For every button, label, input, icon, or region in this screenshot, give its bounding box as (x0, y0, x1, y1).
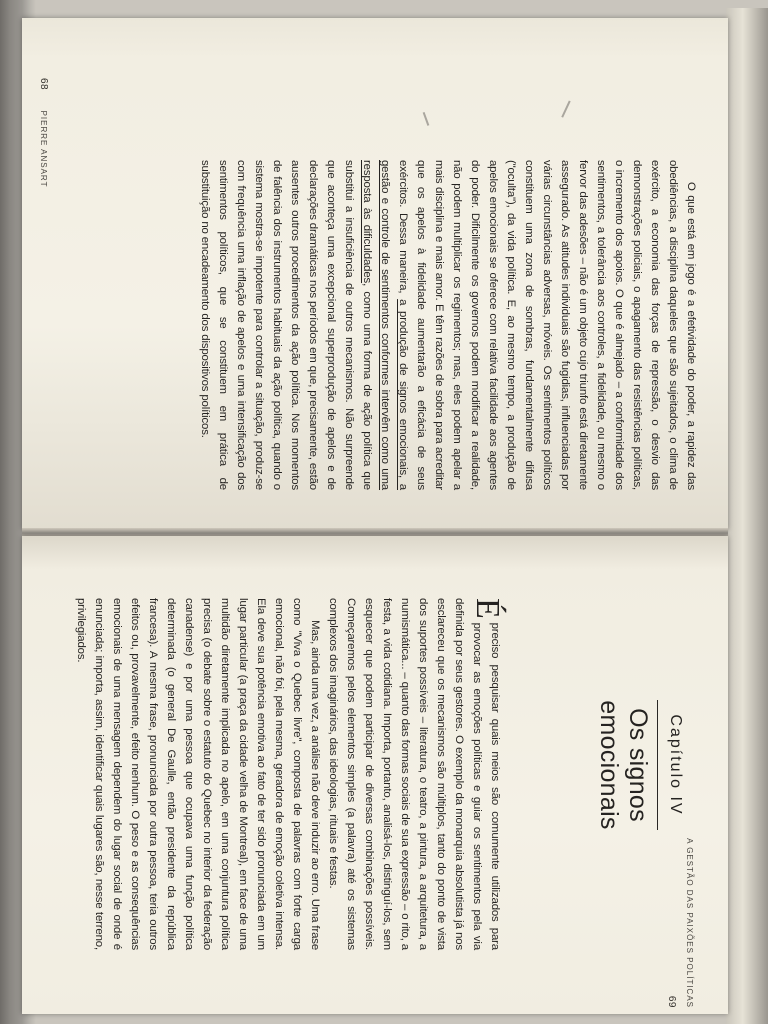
paragraph: Mas, ainda uma vez, a análise não deve induzir ao erro. Uma frase como "Viva o Quebec livre", composta de palavras com forte carga emocional, não foi, pela mesma, geradora de emoção coletiva intensa. Ela deve sua potência emotiva ao fato de ter sido pronunciada em um lugar particular (a praça da cidade velha de Montreal), em face de uma multidão diretamente implicada no apelo, em uma conjuntura política precisa (o debate sobre o estatuto do Quebec no interior da federação canadense) e por uma pessoa que ocupava uma função política determinada (o general De Gaulle, então presidente da república francesa). A mesma frase, pronunciada por outra pessoa, teria outros efeitos ou, provavelmente, efeito nenhum. O peso e as consequências emocionais de uma mensagem dependem do lugar social de onde é enunciada; importa, assim, identificar quais lugares são, nesse terreno, privilegiados. (75, 598, 321, 950)
running-head: PIERRE ANSART (39, 110, 48, 188)
page-number: 68 (38, 78, 49, 91)
text-segment: O que está em jogo é a efetividade do poder, a rapidez das obediências, a disciplina daqueles que são sujeitados, o clima de exército, a economia das forças de repressão, o desvio das demonstrações policiais, o apagamento das resistências políticas, o incremento dos apoios. O que é almejado – a conformidade dos sentimentos, a tolerância aos controles, a fidelidade, ou mesmo o fervor das adesões – não é um objeto cujo triunfo está diretamente assegurado. As atitudes individuais são fugidias, influenciadas por várias circunstâncias adversas, móveis. Os sentimentos políticos constituem uma zona de sombras, fundamentalmente difusa ("oculta"), da vida política. E, ao mesmo tempo, a produção de apelos emocionais se oferece com relativa facilidade aos agentes do poder. Dificilmente os governos podem modificar a realidade, não podem multiplicar os regimentos; mas, eles podem apelar a mais disciplina e mais amor. E têm razões de sobra para acreditar que os apelos à fidelidade aumentarão a eficácia de seus exércitos. Dessa maneira, (397, 160, 697, 490)
underlined-passage: a produção de signos emocionais, a gestão e controle de sentimentos conformes intervêm como uma resposta às dificuldades (361, 160, 409, 490)
paragraph (196, 160, 700, 490)
page-69-header (666, 838, 700, 1008)
paragraph-text: preciso pesquisar quais meios são comumente utilizados para provocar as emoções políticas e guiar os sentimentos pela via definida por seus gestores. O exemplo da monarquia absolutista já nos esclareceu que os mecanismos são múltiplos, tanto do ponto de vista dos suportes possíveis – literatura, o teatro, a pintura, a arquitetura, a numismática... – quanto das formas sociais de sua expressão – o rito, a festa, a vida cotidiana. Importa, portanto, analisá-los, distinguí-los, sem esquecer que podem participar de diversas combinações possíveis. Começaremos pelos elementos simples (a palavra) até os sistemas complexos dos imaginários, das ideologias, rituais e festas. (327, 598, 501, 950)
page-number: 69 (666, 995, 677, 1008)
running-head: A GESTÃO DAS PAIXÕES POLÍTICAS (685, 838, 694, 1008)
chapter-label: Capítulo IV (667, 714, 684, 816)
page-edge (726, 8, 768, 1024)
drop-cap: É (469, 598, 506, 619)
chapter-heading (595, 700, 684, 830)
chapter-rule (657, 700, 658, 830)
paragraph (324, 598, 504, 950)
page-69-body (72, 598, 504, 950)
page-68-body (196, 160, 700, 490)
text-segment: , como uma forma de ação política que substitui a insuficiência de outros mecanismos. Não surpreende que aconteça uma excepcional superprodução de apelos e de declarações dramáticas nos períodos em que, precisamente, estão ausentes outros procedimentos da ação política. Nos momentos de falência dos instrumentos habituais da ação política, quando o sistema mostra-se impotente para controlar a situação, produz-se com frequência uma inflação de apelos e uma intensificação dos sentimentos políticos, que se constituem em prática de substituição no encadeamento dos dispositivos políticos. (199, 160, 373, 490)
page-68-header (40, 78, 54, 198)
chapter-title: Os signos emocionais (595, 700, 652, 830)
